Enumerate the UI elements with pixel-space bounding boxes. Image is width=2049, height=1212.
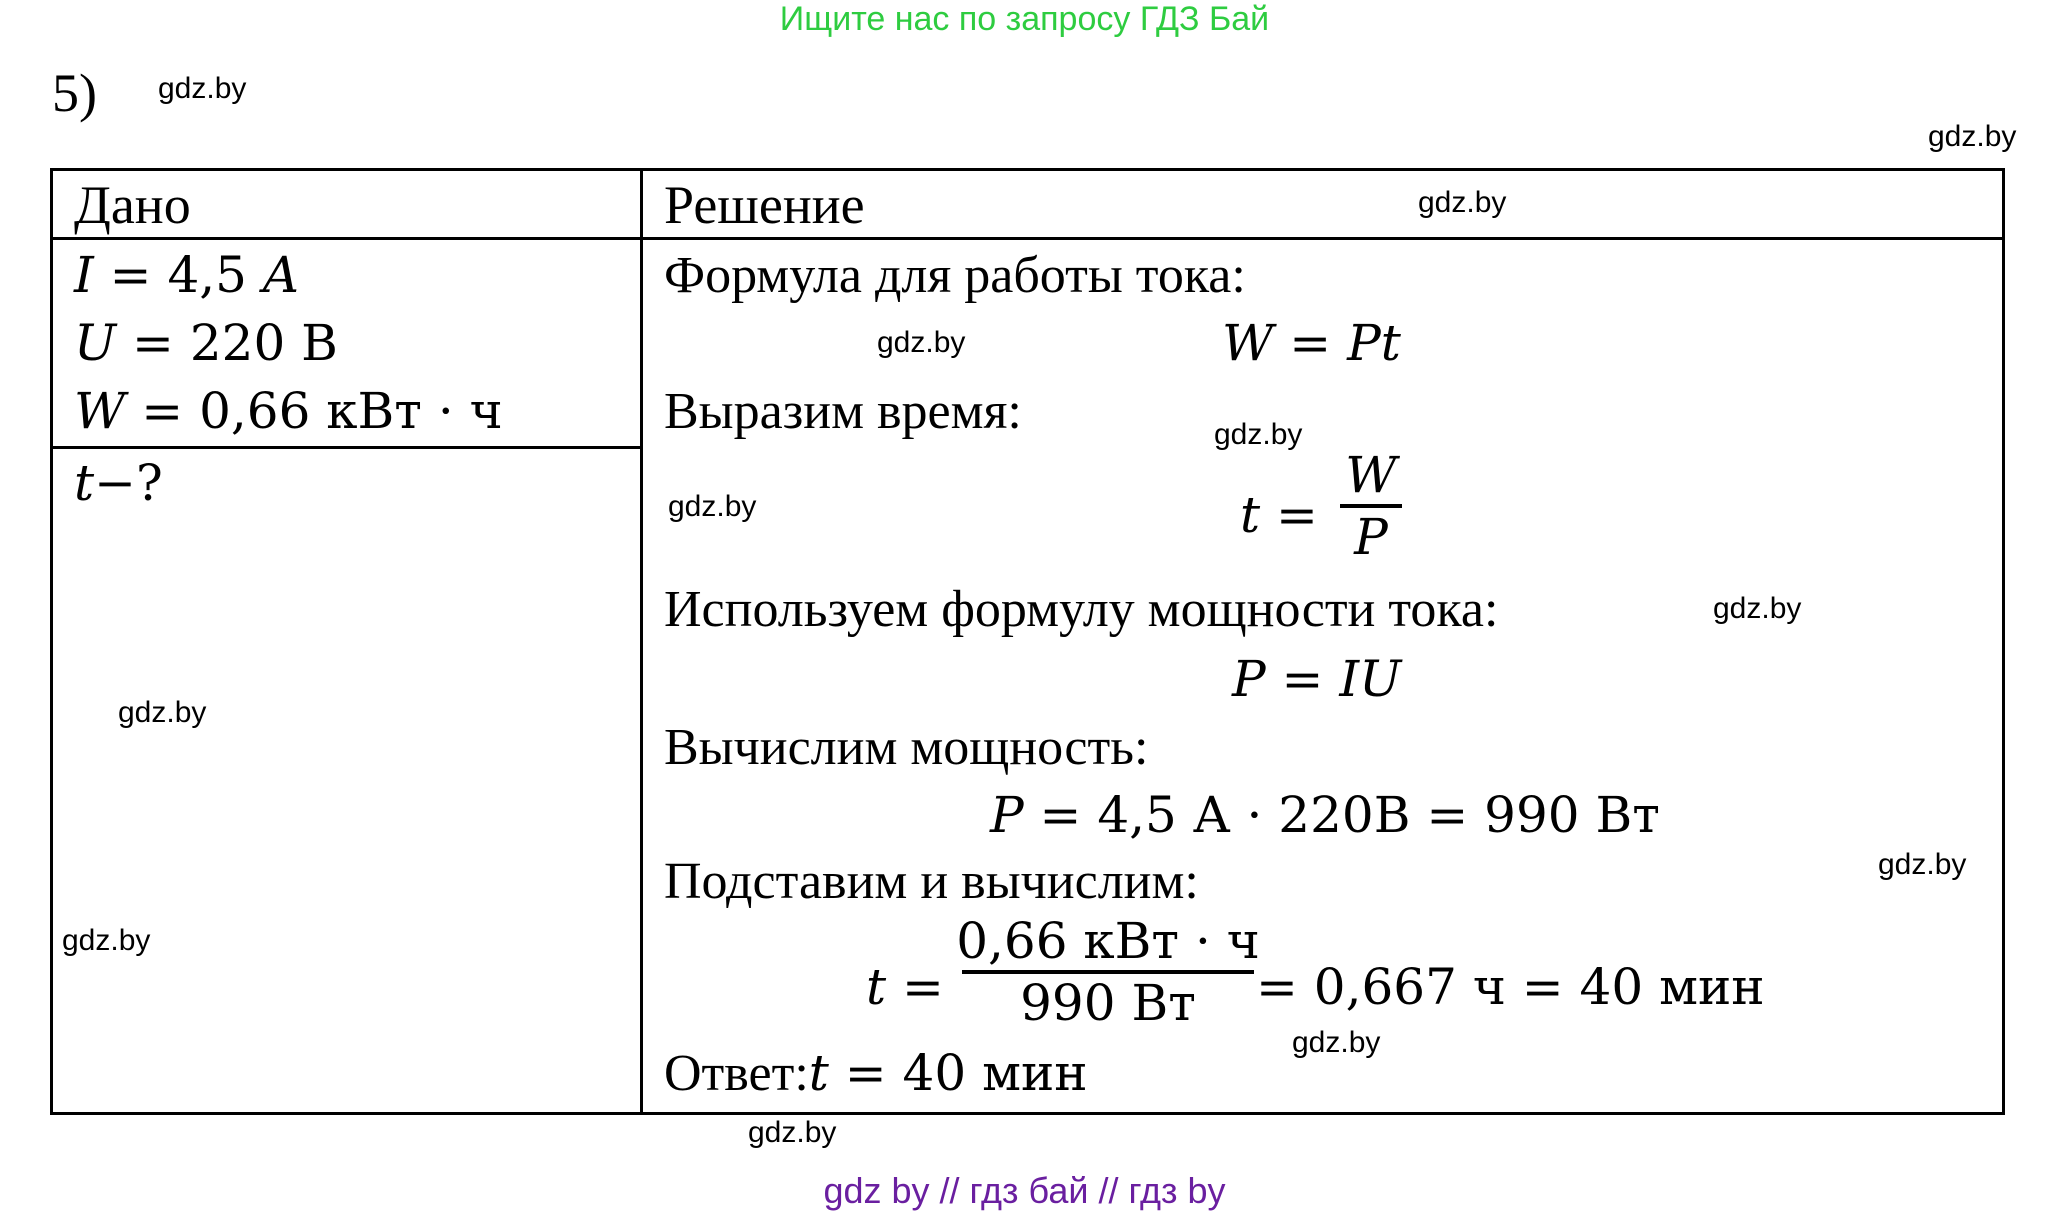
answer-line — [664, 1044, 1088, 1103]
formula-final-result: = 0,667 ч = 40 мин — [1256, 958, 1765, 1016]
formula-work: W = Pt — [1222, 314, 1401, 372]
table-border-left — [50, 168, 53, 1115]
watermark: gdz.by — [1878, 848, 1967, 881]
solution-line-express-time: Выразим время: — [664, 383, 1022, 440]
given-voltage — [74, 314, 338, 372]
formula-power: P = IU — [1232, 650, 1402, 708]
solution-line-power-formula: Используем формулу мощности тока: — [664, 581, 1499, 638]
given-header: Дано — [74, 175, 191, 235]
formula-power-value — [990, 786, 1660, 844]
current-var: I — [74, 246, 94, 304]
fraction-numerator: W — [1345, 446, 1397, 504]
work-var: W — [74, 382, 126, 440]
solution-header: Решение — [664, 175, 865, 235]
table-border-right — [2002, 168, 2005, 1115]
answer-value: = 40 мин — [828, 1044, 1088, 1102]
given-current — [74, 246, 299, 304]
watermark: gdz.by — [158, 72, 247, 105]
current-value: = 4,5 — [93, 246, 263, 304]
fraction-denominator: P — [1354, 508, 1388, 566]
watermark: gdz.by — [748, 1116, 837, 1149]
final-denominator: 990 Вт — [1020, 974, 1196, 1032]
find-time — [74, 454, 163, 512]
work-value: = 0,66 кВт · ч — [125, 382, 503, 440]
watermark: gdz.by — [118, 696, 207, 729]
find-var: t — [74, 454, 95, 512]
formula-final-lhs: t = — [866, 958, 944, 1016]
watermark: gdz.by — [877, 326, 966, 359]
table-border-top — [50, 168, 2005, 171]
power-calculation: = 4,5 А · 220В = 990 Вт — [1023, 786, 1660, 844]
answer-label: Ответ: — [664, 1045, 809, 1102]
given-find-divider — [50, 446, 643, 449]
given-work — [74, 382, 503, 440]
voltage-value: = 220 В — [116, 314, 338, 372]
power-var: P — [990, 786, 1024, 844]
formula-time-fraction — [1340, 446, 1402, 566]
solution-line-substitute: Подставим и вычислим: — [664, 853, 1199, 910]
answer-var: t — [808, 1044, 829, 1102]
voltage-var: U — [74, 314, 117, 372]
footer-links: gdz by // гдз бай // гдз by — [823, 1170, 1226, 1211]
solution-line-compute-power: Вычислим мощность: — [664, 719, 1149, 776]
final-numerator: 0,66 кВт · ч — [956, 912, 1260, 970]
watermark: gdz.by — [1928, 120, 2017, 153]
solution-line-work-formula: Формула для работы тока: — [664, 247, 1246, 304]
watermark: gdz.by — [1214, 418, 1303, 451]
table-column-divider — [640, 168, 643, 1115]
find-question: −? — [94, 454, 163, 512]
formula-final-fraction — [956, 912, 1260, 1032]
formula-time-lhs: t = — [1240, 486, 1318, 544]
search-banner: Ищите нас по запросу ГДЗ Бай — [779, 0, 1270, 38]
problem-number: 5) — [52, 63, 97, 123]
watermark: gdz.by — [668, 490, 757, 523]
table-border-bottom — [50, 1112, 2005, 1115]
watermark: gdz.by — [62, 924, 151, 957]
watermark: gdz.by — [1713, 592, 1802, 625]
table-header-divider — [50, 237, 2005, 240]
watermark: gdz.by — [1292, 1026, 1381, 1059]
current-unit: A — [262, 246, 299, 304]
watermark: gdz.by — [1418, 186, 1507, 219]
